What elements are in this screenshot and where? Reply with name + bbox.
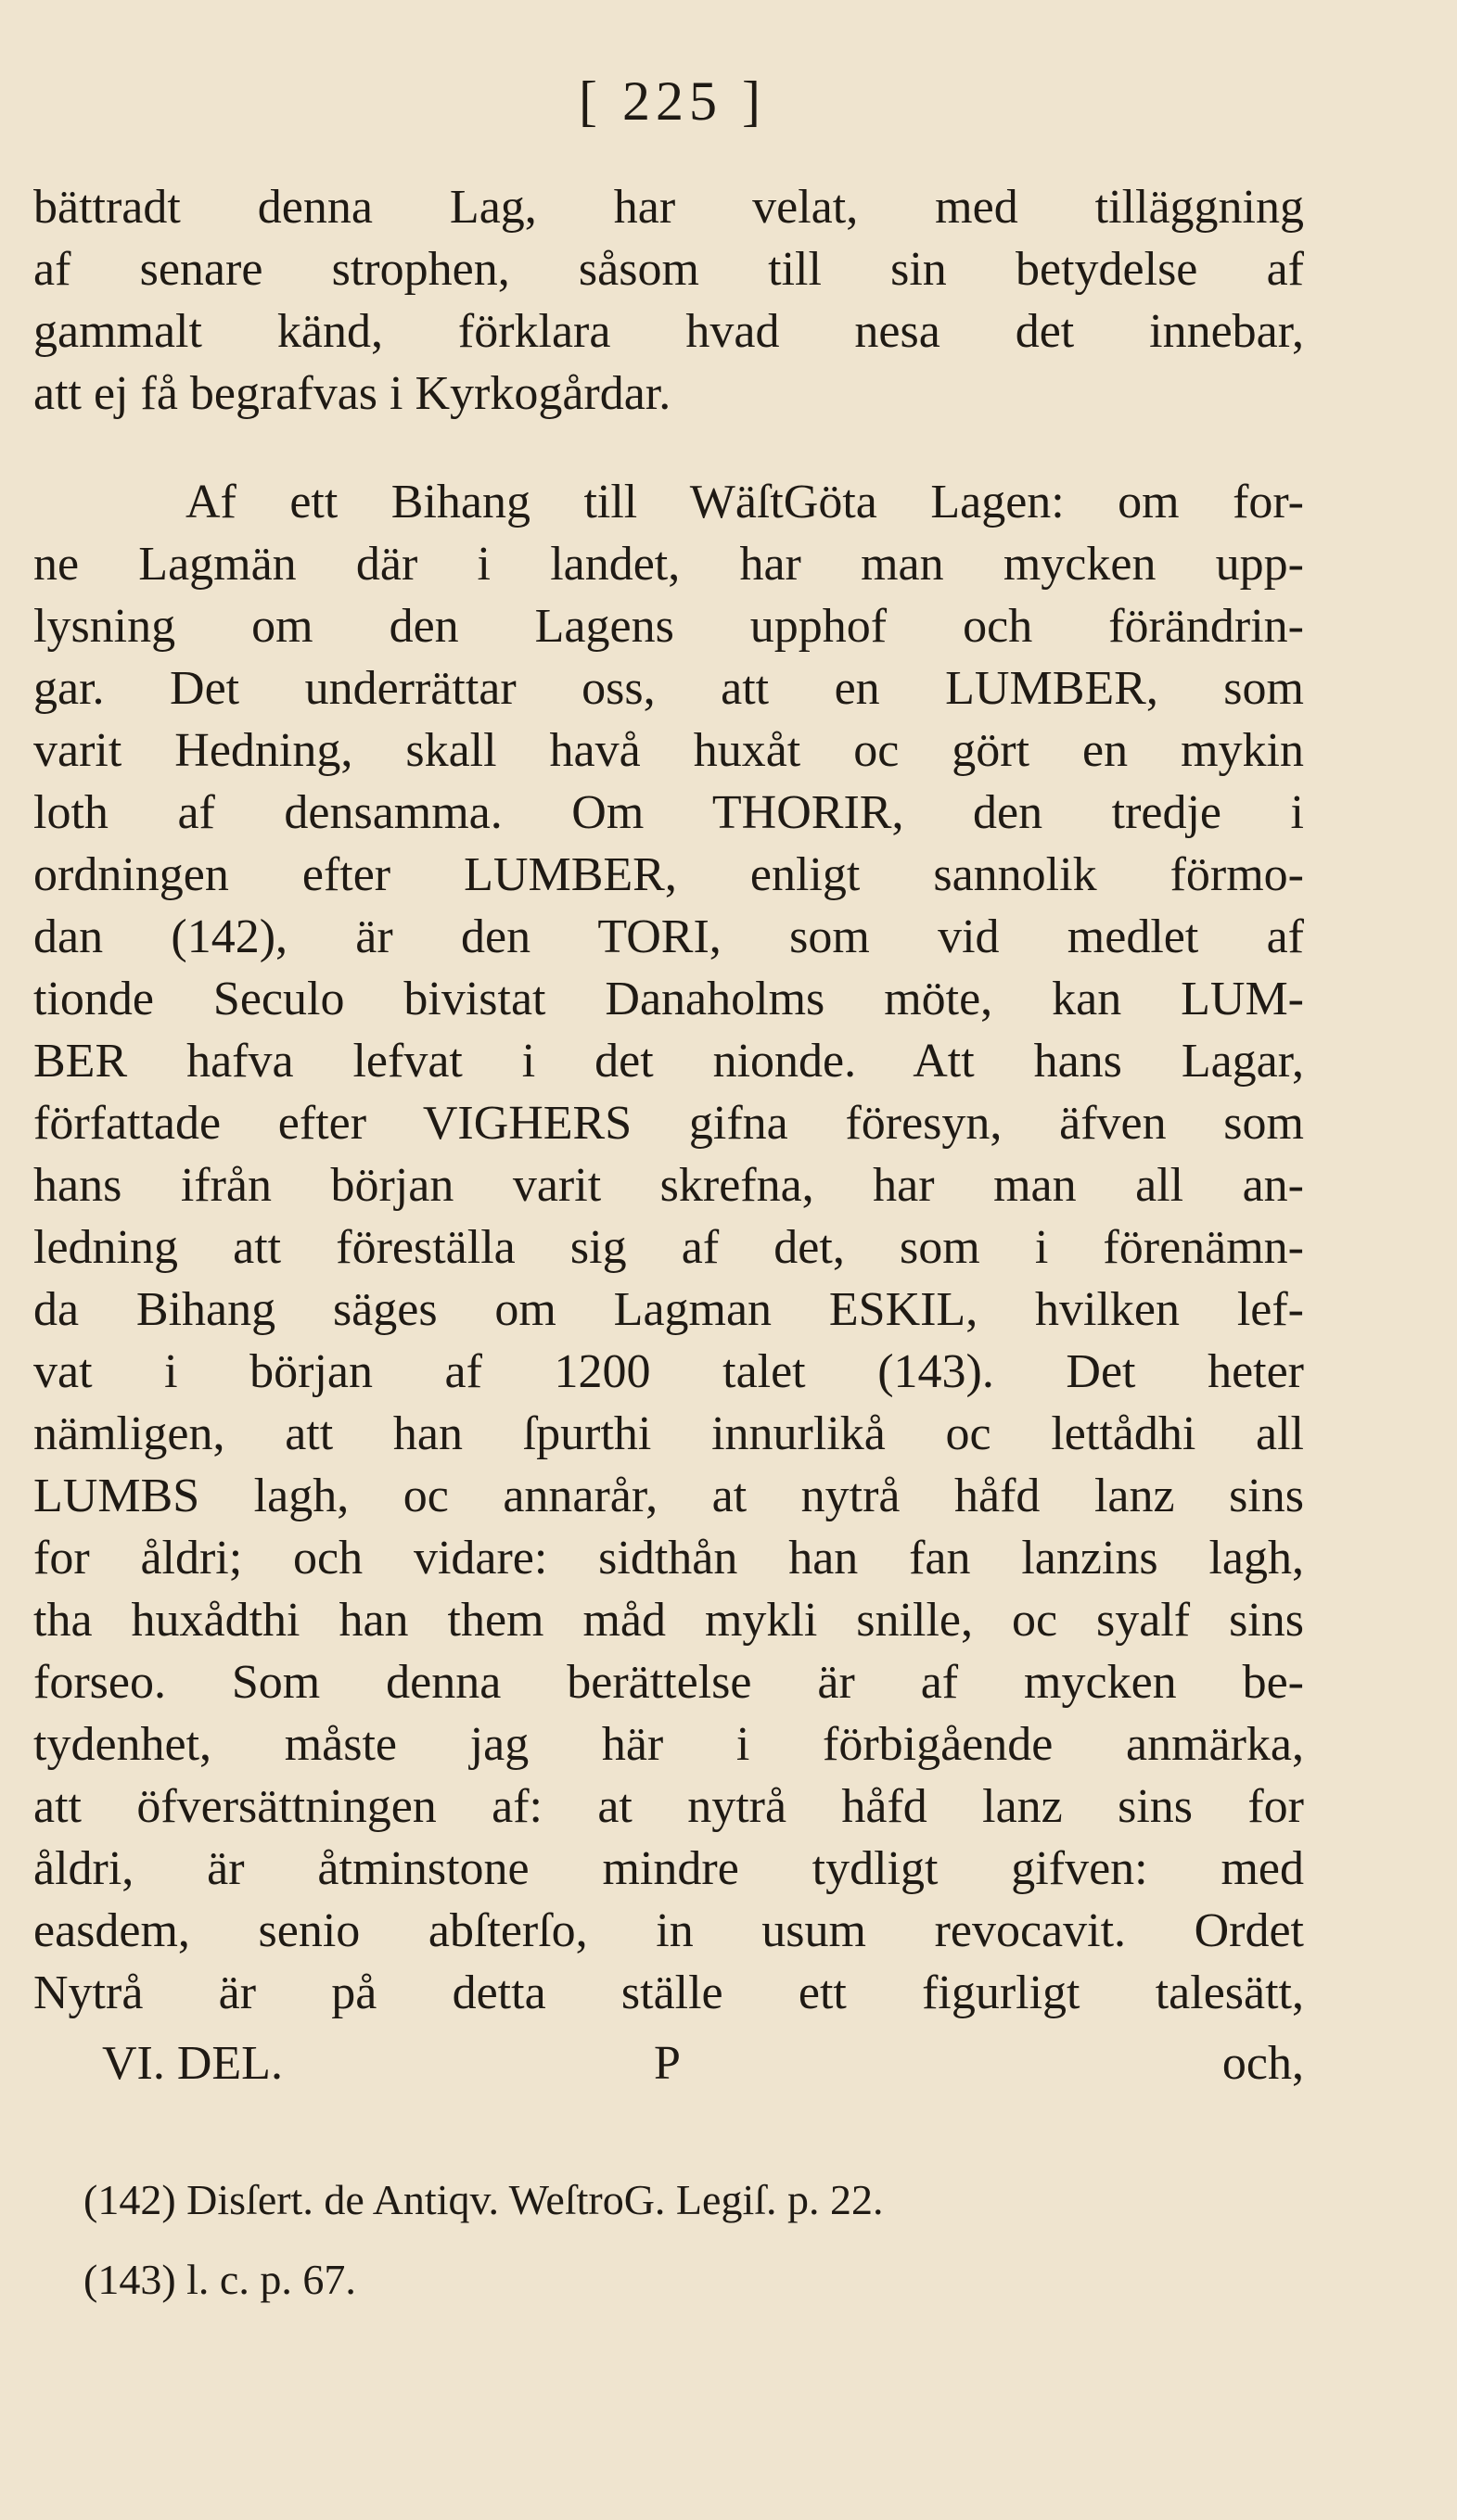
page-number: [ 225 ] — [579, 70, 766, 132]
text-line: tydenhet, måste jag här i förbigående anmärka, — [33, 1718, 1304, 1771]
text-line: ordningen efter LUMBER, enligt sannolik förmo- — [33, 848, 1304, 901]
footnote-143: (143) l. c. p. 67. — [83, 2256, 356, 2303]
signature-part: VI. DEL. — [102, 2037, 283, 2090]
body-text — [33, 176, 1304, 2024]
text-line: Af ett Bihang till WäſtGöta Lagen: om for- — [185, 476, 1304, 528]
text-line: easdem, senio abſterſo, in usum revocavit. Ordet — [33, 1904, 1304, 1957]
text-line: tionde Seculo bivistat Danaholms möte, kan LUM- — [33, 973, 1304, 1025]
text-line: hans ifrån början varit skrefna, har man all an- — [33, 1159, 1304, 1212]
text-line: tha huxådthi han them måd mykli snille, oc syalf sins — [33, 1594, 1304, 1647]
text-line: åldri, är åtminstone mindre tydligt gifven: med — [33, 1842, 1304, 1895]
text-line: Nytrå är på detta ställe ett figurligt talesätt, — [33, 1966, 1304, 2019]
text-line: bättradt denna Lag, har velat, med tilläggning — [33, 181, 1304, 234]
text-line: loth af densamma. Om THORIR, den tredje i — [33, 786, 1304, 839]
text-line: vat i början af 1200 talet (143). Det heter — [33, 1345, 1304, 1398]
text-line: ledning att föreställa sig af det, som i förenämn- — [33, 1221, 1304, 1274]
text-line: LUMBS lagh, oc annarår, at nytrå håfd lanz sins — [33, 1470, 1304, 1522]
text-line: ne Lagmän där i landet, har man mycken upp- — [33, 538, 1304, 591]
paragraph-1 — [33, 176, 1304, 425]
text-line: af senare strophen, såsom till sin betydelse af — [33, 243, 1304, 296]
text-line: nämligen, att han ſpurthi innurlikå oc lettådhi all — [33, 1407, 1304, 1460]
footnote-142: (142) Disſert. de Antiqv. WeſtroG. Legiſ. p. 22. — [83, 2176, 884, 2223]
text-line: dan (142), är den TORI, som vid medlet af — [33, 910, 1304, 963]
text-line: for åldri; och vidare: sidthån han fan lanzins lagh, — [33, 1532, 1304, 1585]
footnotes — [83, 2160, 1289, 2320]
paragraph-2 — [33, 471, 1304, 2024]
signature-letter: P — [654, 2037, 681, 2090]
text-line: att öfversättningen af: at nytrå håfd lanz sins for — [33, 1780, 1304, 1833]
text-line: varit Hedning, skall havå huxåt oc gört en mykin — [33, 724, 1304, 777]
text-line: lysning om den Lagens upphof och förändrin- — [33, 600, 1304, 653]
text-line: BER hafva lefvat i det nionde. Att hans Lagar, — [33, 1035, 1304, 1088]
catchword: och, — [1221, 2037, 1304, 2090]
text-line: författade efter VIGHERS gifna föresyn, äfven som — [33, 1097, 1304, 1150]
text-line: forseo. Som denna berättelse är af mycken be- — [33, 1656, 1304, 1709]
text-line: da Bihang säges om Lagman ESKIL, hvilken lef- — [33, 1283, 1304, 1336]
text-line: att ej få begrafvas i Kyrkogårdar. — [33, 367, 671, 420]
text-line: gammalt känd, förklara hvad nesa det innebar, — [33, 305, 1304, 358]
text-line: gar. Det underrättar oss, att en LUMBER, som — [33, 662, 1304, 715]
